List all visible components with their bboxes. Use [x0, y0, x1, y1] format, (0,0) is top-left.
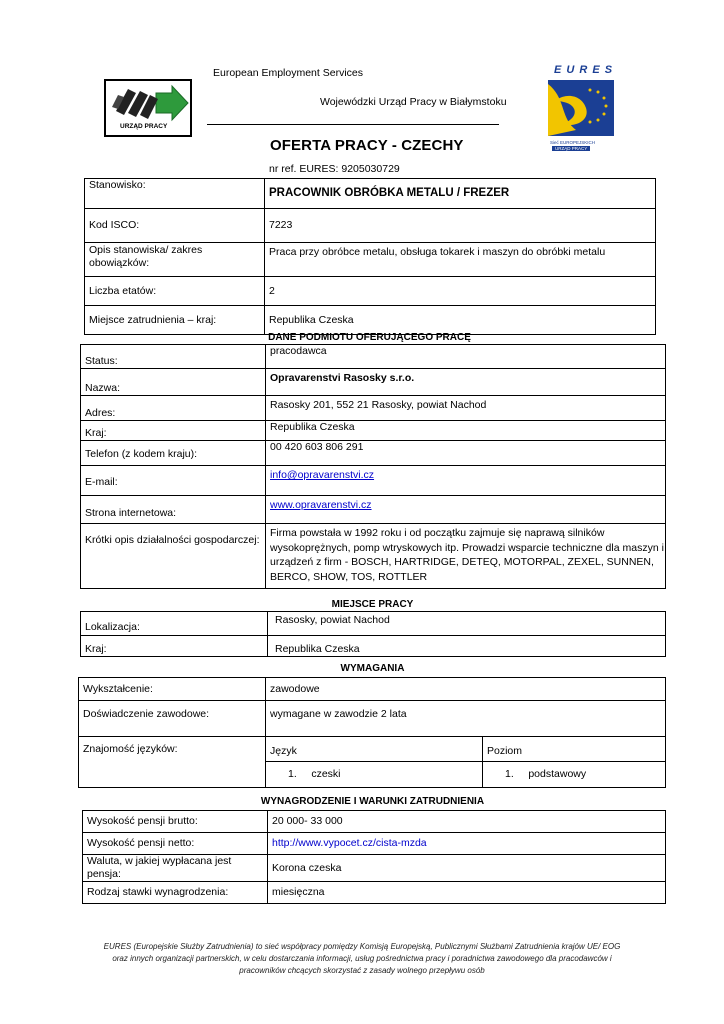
employer-table [80, 344, 666, 589]
footer-line [60, 941, 664, 953]
org-name: European Employment Services [213, 67, 363, 79]
table-row [81, 636, 666, 657]
level-item: 1. podstawowy [483, 762, 666, 788]
footer-line: oraz innych organizacji partnerskich, w celu dostarczania informacji, usług pośrednictwa pracy i poradnictwa zawodowego dla pracodawców i [112, 954, 612, 963]
table-row [81, 369, 666, 396]
table-row [81, 466, 666, 496]
positions-count-label: Liczba etatów: [85, 277, 265, 306]
logo-left-caption: URZĄD PRACY [120, 123, 168, 130]
job-table [84, 178, 656, 335]
business-description-line: wysokoprężnych, pomp wtryskowych itp. Prowadzi wsparcie techniczne dla maszyn i [270, 541, 664, 554]
position-label: Stanowisko: [85, 179, 265, 209]
employer-country-value: Republika Czeska [266, 421, 666, 441]
website-value [266, 496, 666, 524]
isco-label: Kod ISCO: [85, 209, 265, 243]
education-value: zawodowe [266, 678, 666, 701]
gross-salary-label: Wysokość pensji brutto: [83, 811, 268, 833]
location-label: Lokalizacja: [81, 612, 268, 636]
currency-value: Korona czeska [268, 855, 666, 882]
workplace-kraj-label: Kraj: [81, 636, 268, 657]
table-row [83, 855, 666, 882]
table-row [81, 612, 666, 636]
company-name-value: Opravarenstvi Rasosky s.r.o. [266, 369, 666, 396]
table-row [85, 209, 656, 243]
workplace-kraj-value: Republika Czeska [268, 636, 666, 657]
gross-salary-value: 20 000- 33 000 [268, 811, 666, 833]
footer-note [60, 941, 664, 977]
page-title: OFERTA PRACY - CZECHY [270, 137, 464, 154]
rate-type-value: miesięczna [268, 882, 666, 904]
table-row [85, 179, 656, 209]
education-label: Wykształcenie: [79, 678, 266, 701]
description-label: Opis stanowiska/ zakres obowiązków: [85, 243, 265, 277]
phone-value: 00 420 603 806 291 [266, 441, 666, 466]
table-row [79, 737, 666, 762]
business-description-label: Krótki opis działalności gospodarczej: [81, 524, 266, 589]
table-row [81, 496, 666, 524]
net-salary-link[interactable]: http://www.vypocet.cz/cista-mzda [272, 837, 427, 849]
table-row [85, 243, 656, 277]
requirements-section-title: WYMAGANIA [340, 663, 405, 674]
reference-number: nr ref. EURES: 9205030729 [269, 163, 400, 175]
description-value: Praca przy obróbce metalu, obsługa tokarek i maszyn do obróbki metalu [265, 243, 656, 277]
table-row [85, 277, 656, 306]
business-description-line: BERCO, SHOW, TOS, ROTTLER [270, 570, 428, 583]
status-value: pracodawca [266, 345, 666, 369]
position-value: PRACOWNIK OBRÓBKA METALU / FREZER [265, 179, 656, 209]
table-row [83, 833, 666, 855]
currency-label: Waluta, w jakiej wypłacana jest pensja: [83, 855, 268, 882]
workplace-country-value: Republika Czeska [265, 306, 656, 335]
business-description-value [266, 524, 666, 589]
workplace-table [80, 611, 666, 657]
languages-label: Znajomość języków: [79, 737, 266, 788]
business-description-line: urządzeń z firm - BOSCH, HARTRIDGE, DETEQ, MOTORPAL, ZEXEL, SUNNEN, [270, 556, 654, 568]
requirements-table [78, 677, 666, 788]
eures-wordmark: E U R E S [554, 64, 614, 76]
employer-section-title: DANE PODMIOTU OFERUJĄCEGO PRACĘ [268, 332, 471, 343]
website-label: Strona internetowa: [81, 496, 266, 524]
table-row [79, 701, 666, 737]
footer-eures-name: EURES (Europejskie Służby Zatrudnienia) [103, 942, 254, 951]
workplace-section-title: MIEJSCE PRACY [331, 599, 414, 610]
business-description-line: Firma powstała w 1992 roku i od początku zajmuje się naprawą silników [270, 527, 605, 539]
level-column-header: Poziom [483, 737, 666, 762]
status-label: Status: [81, 345, 266, 369]
isco-value: 7223 [265, 209, 656, 243]
table-row [81, 396, 666, 421]
email-value [266, 466, 666, 496]
salary-section-title: WYNAGRODZENIE I WARUNKI ZATRUDNIENIA [260, 796, 485, 807]
eures-emblem-icon [546, 78, 616, 138]
address-label: Adres: [81, 396, 266, 421]
rate-type-label: Rodzaj stawki wynagrodzenia: [83, 882, 268, 904]
phone-label: Telefon (z kodem kraju): [81, 441, 266, 466]
experience-label: Doświadczenie zawodowe: [79, 701, 266, 737]
table-row [79, 678, 666, 701]
email-link[interactable]: info@opravarenstvi.cz [270, 469, 375, 481]
table-row [83, 882, 666, 904]
table-row [81, 421, 666, 441]
net-salary-value [268, 833, 666, 855]
urzad-pracy-logo [104, 79, 192, 137]
experience-value: wymagane w zawodzie 2 lata [266, 701, 666, 737]
footer-line-rest: to sieć współpracy pomiędzy Komisją Europejską, Publicznymi Służbami Zatrudnienia krajów UE/ EOG [253, 942, 621, 951]
company-name-label: Nazwa: [81, 369, 266, 396]
eures-logo [546, 64, 620, 154]
table-row [85, 306, 656, 335]
office-name: Wojewódzki Urząd Pracy w Białymstoku [320, 96, 507, 108]
footer-line: pracowników chcących skorzystać z zasady wolnego przepływu osób [239, 966, 485, 975]
language-item: 1. czeski [266, 762, 483, 788]
table-row [81, 441, 666, 466]
positions-count-value: 2 [265, 277, 656, 306]
net-salary-label: Wysokość pensji netto: [83, 833, 268, 855]
email-label: E-mail: [81, 466, 266, 496]
location-value: Rasosky, powiat Nachod [268, 612, 666, 636]
employer-country-label: Kraj: [81, 421, 266, 441]
eures-badge: URZĄD PRACY [552, 146, 590, 151]
table-row [81, 524, 666, 589]
salary-table [82, 810, 666, 904]
table-row [81, 345, 666, 369]
workplace-country-label: Miejsce zatrudnienia – kraj: [85, 306, 265, 335]
table-row [83, 811, 666, 833]
website-link[interactable]: www.opravarenstvi.cz [270, 499, 372, 511]
eures-tagline: Sieć EUROPEJSKICH [550, 140, 596, 145]
language-column-header: Język [266, 737, 483, 762]
header-divider [207, 124, 499, 125]
address-value: Rasosky 201, 552 21 Rasosky, powiat Nachod [266, 396, 666, 421]
